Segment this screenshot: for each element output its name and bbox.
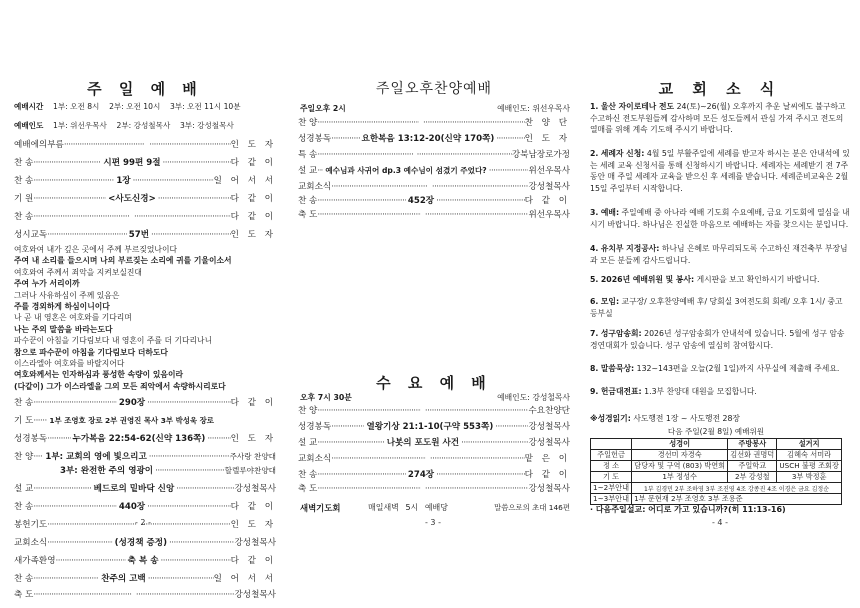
order-content: 누가복음 22:54-62(신약 136쪽) (72, 434, 206, 444)
order-row (14, 588, 276, 602)
order-label: 성시교독 (14, 230, 48, 240)
table-cell: USCH 불평 조회장 (777, 461, 842, 472)
order-row (298, 452, 570, 466)
order-label: 교회소식 (298, 454, 332, 464)
table-cell (591, 439, 632, 450)
order-row (298, 482, 570, 496)
order-content: 요한복음 13:12-20(신약 170쪽) (361, 134, 495, 144)
order-row (298, 208, 570, 222)
table-cell: 주일헌금 (591, 450, 632, 461)
page-number: - 2 - (135, 518, 151, 527)
table-cell: 3부 박정훈 (777, 472, 842, 483)
order-person: 일 어 서 서 (213, 574, 276, 584)
news-number: 9. (590, 387, 599, 396)
order-row (14, 482, 276, 496)
news-item (590, 243, 850, 266)
news-body: 교구장/ 오후찬양예배 후/ 당회실 3여전도회 회례/ 오후 1시/ 중고등부실 (590, 297, 843, 318)
order-row (14, 396, 276, 410)
order-row (14, 210, 276, 224)
order-label: 축 도 (14, 590, 34, 600)
order-person: 다 같 이 (230, 158, 276, 168)
dawn-prayer-note: 말씀으로의 초대 146편 (494, 503, 570, 512)
page-title: 주 일 예 배 (87, 80, 203, 98)
order-row (14, 500, 276, 514)
news-title: 유치부 지정공사: (600, 244, 660, 253)
leader-3: 3부: 강성철목사 (179, 121, 234, 130)
service-leaders (14, 120, 234, 132)
order-content: 열왕기상 21:1-10(구약 553쪽) (366, 422, 494, 432)
news-body: 주일예배 중 아나라 예배 기도회 수요예배, 금요 기도회에 열심을 내시기 바랍니다. 하나님은 진실한 마음으로 예배하는 자를 찾으시는 분입니다. (590, 208, 850, 229)
news-body: 2026년 성구암송회가 안내석에 있습니다. 5월에 성구 암송경연대회가 있습니다. 성구 암송에 열심히 참여합시다. (590, 329, 845, 350)
order-row (298, 420, 570, 434)
order-row (298, 164, 570, 178)
order-label: 찬 송 (14, 502, 34, 512)
order-row (14, 228, 276, 242)
order-person: 강성철목사 (234, 590, 276, 600)
reading-line: (다같이) 그가 이스라엘을 그의 모든 죄악에서 속량하시리로다 (14, 381, 226, 391)
order-content: 1부 조영호 장로 2부 권영진 목사 3부 박성욱 장로 (49, 416, 214, 425)
order-person: 위선우목사 (528, 166, 570, 176)
order-content: 1부: 교회의 영에 빛으리고 (45, 452, 147, 462)
page-title: 주일오후찬양예배 (375, 81, 493, 97)
news-number: 6. (590, 297, 599, 306)
reading-line: 나 곧 내 영혼은 여호와를 기다리며 (14, 313, 132, 323)
leader-label: 예배인도 (14, 121, 44, 130)
order-label: 찬 송 (298, 196, 318, 206)
table-cell: 2부 강성철 (728, 472, 777, 483)
order-content: 440장 (118, 502, 146, 512)
news-title: 모임: (600, 297, 620, 306)
news-item (590, 363, 850, 375)
news-title: 세례자 신청: (600, 149, 645, 158)
news-item (590, 296, 850, 319)
table-cell: 주일학교 (728, 461, 777, 472)
order-label: 찬 송 (14, 574, 34, 584)
order-label: 설 교 (298, 438, 318, 448)
order-row (14, 572, 276, 586)
order-label: 설 교 (298, 166, 318, 176)
news-title: 성구암송회: (600, 329, 642, 338)
table-cell: 김선화 권명덕 (728, 450, 777, 461)
order-person: 찬 양 단 (524, 118, 570, 128)
news-number: 8. (590, 364, 599, 373)
order-person: 강성철목사 (528, 438, 570, 448)
wednesday-title: 수 요 예 배 (376, 374, 492, 392)
order-label: 예배에의부름 (14, 140, 64, 150)
order-content: 290장 (118, 398, 146, 408)
news-title: 예배: (600, 208, 620, 217)
order-person: 다 같 이 (524, 470, 570, 480)
news-body: 24(토)~26(월) 오후까지 추운 날씨에도 불구하고 수고하신 전도부원들께 감사하며 모든 성도들께서 관심 가져 주시고 전도의 열매를 위해 계속 기도해 주시기 바랍니다. (590, 102, 846, 134)
page-number: - 3 - (425, 518, 441, 527)
order-content: 축 복 송 (127, 556, 159, 566)
dawn-prayer-label: 새벽기도회 (300, 503, 341, 513)
news-item (590, 386, 850, 398)
news-body: 게시판을 보고 확인하시기 바랍니다. (696, 275, 820, 284)
order-label: 기 도 (14, 416, 34, 426)
order-row (14, 156, 276, 170)
order-label: 기 원 (14, 194, 34, 204)
wednesday-leader: 예배인도: 강성철목사 (497, 393, 570, 402)
order-row (298, 148, 570, 162)
news-title: 말씀묵상: (600, 364, 635, 373)
reading-line: 주를 경외하게 하심이니이다 (14, 302, 110, 312)
reading-line: 주여 누가 서리이까 (14, 279, 80, 289)
order-label: 찬 송 (298, 470, 318, 480)
order-person: 강성철목사 (528, 422, 570, 432)
reading-line: 여호와여 주께서 죄악을 지켜보실진대 (14, 267, 142, 277)
order-person: 수요찬양단 (528, 406, 570, 416)
reading-line: 나는 주의 말씀을 바라는도다 (14, 324, 113, 334)
news-body: 4월 5일 부활주일에 세례를 받고자 하시는 분은 안내석에 있는 세례 교육 신청서를 통해 신청하시기 바랍니다. 세례자는 세례받기 전 7주 동안 매 주일 세례자 교육을 받으신 후 세례를 받습니다. 세례준비교육은 2월 15일 주일부터 시작합니다. (590, 149, 850, 193)
order-content: 베드로의 밑바닥 신앙 (93, 484, 175, 494)
service-times (14, 101, 241, 113)
table-cell: 기 도 (591, 472, 632, 483)
order-row (298, 194, 570, 208)
order-person: 강성철목사 (528, 182, 570, 192)
table-header: 설거지 (777, 439, 842, 450)
order-label: 성경봉독 (298, 134, 332, 144)
order-person: 강성철목사 (528, 484, 570, 494)
service-leader: 예배인도: 위선우목사 (497, 104, 570, 113)
reading-line: 참으로 파수꾼이 아침을 기다림보다 더하도다 (14, 347, 168, 357)
table-cell: 담당자 및 구역 (803) 박연희 (632, 461, 728, 472)
order-row (14, 554, 276, 568)
table-row (591, 461, 842, 472)
order-label: 찬 양 (298, 118, 318, 128)
table-row (591, 494, 842, 505)
order-row (298, 180, 570, 194)
reading-line: 여호와께서는 인자하심과 풍성한 속량이 있음이라 (14, 370, 184, 380)
order-person: 강성철목사 (234, 538, 276, 548)
responsive-reading (14, 244, 232, 392)
order-label: 설 교 (14, 484, 34, 494)
order-person: 인 도 자 (230, 434, 276, 444)
order-label (14, 464, 58, 478)
news-item (590, 274, 850, 286)
order-content: (성경책 증정) (114, 538, 168, 548)
reading-line: 주여 내 소리를 들으시며 나의 부르짖는 소리에 귀를 기울이소서 (14, 256, 232, 266)
order-label: 찬 송 (14, 398, 34, 408)
order-row (298, 132, 570, 146)
order-label: 축 도 (298, 484, 318, 494)
table-header: 주방봉사 (728, 439, 777, 450)
reading-line: 파수꾼이 아침을 기다림보다 내 영혼이 주를 더 기다리나니 (14, 336, 213, 346)
table-header-row (591, 439, 842, 450)
order-row (14, 464, 276, 478)
order-content: 57번 (128, 230, 150, 240)
leader-2: 2부: 강성철목사 (116, 121, 171, 130)
page-number: - 4 - (712, 518, 728, 527)
news-title: 2026년 예배위원 및 봉사: (600, 275, 695, 284)
table-caption: 다음 주일(2월 8일) 예배위원 (667, 427, 765, 436)
order-person: 주사랑 찬양대 (229, 452, 276, 461)
news-body: 1.3부 찬양대 대원을 모집합니다. (644, 387, 757, 396)
order-content: 시편 99편 9절 (103, 158, 161, 168)
order-person: 위선우목사 (528, 210, 570, 220)
table-cell: 1~3부안내 (591, 494, 632, 505)
order-label: 찬 송 (14, 176, 34, 186)
order-person: 다 같 이 (524, 196, 570, 206)
news-item (590, 328, 850, 351)
page-title: 교 회 소 식 (658, 80, 782, 98)
order-row (14, 414, 276, 428)
order-row (14, 192, 276, 206)
order-label: 교회소식 (14, 538, 48, 548)
table-cell: 1부 문현재 2부 조영호 3부 조용준 (632, 494, 842, 505)
order-person: 일 어 서 서 (213, 176, 276, 186)
order-person: 인 도 자 (230, 520, 276, 530)
order-content: 1장 (116, 176, 131, 186)
news-item (590, 148, 850, 194)
order-person: 인 도 자 (230, 230, 276, 240)
bible-reading-label: ※성경읽기: (590, 414, 631, 423)
order-row (14, 450, 276, 464)
reading-line: 그러나 사유하심이 주께 있음은 (14, 290, 120, 300)
news-item (590, 207, 850, 230)
table-cell: 1~2부안내 (591, 483, 632, 494)
order-label: 봉헌기도 (14, 520, 48, 530)
order-person: 강북남장로가정 (511, 150, 570, 160)
order-row (14, 138, 276, 152)
order-label: 찬 송 (14, 158, 34, 168)
page-2-column (14, 0, 276, 608)
table-row (591, 472, 842, 483)
order-label: 찬 송 (14, 212, 34, 222)
order-row (14, 174, 276, 188)
news-number: 5. (590, 275, 599, 284)
table-cell: 경선미 자경숙 (632, 450, 728, 461)
order-content: 예수님과 사귀어 dp.3 예수님이 섬겼기 주었다? (325, 166, 487, 175)
order-content: 3부: 완전한 주의 영광이 (60, 466, 154, 476)
order-label: 특 송 (298, 150, 318, 160)
news-number: 4. (590, 244, 599, 253)
order-label: 축 도 (298, 210, 318, 220)
order-person: 다 같 이 (230, 556, 276, 566)
reading-line: 여호와여 내가 깊은 곳에서 주께 부르짖었나이다 (14, 245, 178, 254)
leader-1: 1부: 위선우목사 (53, 121, 107, 130)
order-content: 찬주의 고백 (101, 574, 146, 584)
bible-reading (590, 413, 740, 425)
order-person: 인 도 자 (524, 134, 570, 144)
order-person: 다 같 이 (230, 398, 276, 408)
order-label: 성경봉독 (298, 422, 332, 432)
service-time: 주일오후 2시 (300, 104, 346, 113)
order-label: 교회소식 (298, 182, 332, 192)
order-person: 맡 은 이 (524, 454, 570, 464)
table-row (591, 483, 842, 494)
order-content: 452장 (407, 196, 435, 206)
time-3: 3부: 오전 11시 10분 (169, 102, 241, 111)
bible-reading-range: 사도행전 1장 ~ 사도행전 28장 (633, 414, 740, 423)
order-label: 성경봉독 (14, 434, 48, 444)
table-cell: 1부 김경민 2부 조하영 3부 조진영 4조 강종진 4조 이경은 금요 김정순 (632, 483, 842, 494)
order-person: 할렐루야찬양대 (224, 466, 276, 475)
order-row (14, 536, 276, 550)
table-row (591, 450, 842, 461)
order-person: 강성철목사 (234, 484, 276, 494)
news-title: 헌금대전표: (600, 387, 642, 396)
order-label: 찬 양 (298, 406, 318, 416)
order-row (14, 432, 276, 446)
order-person: 인 도 자 (230, 140, 276, 150)
order-label: 새가족환영 (14, 556, 56, 566)
table-header: 성경이 (632, 439, 728, 450)
next-sermon: · 다음주일설교: 어디로 가고 있습니까?(히 11:13-16) (590, 505, 786, 514)
page-3-column (298, 0, 570, 608)
news-number: 3. (590, 208, 599, 217)
order-content: 274장 (407, 470, 435, 480)
reading-line: 이스라엘아 여호와를 바랄지어다 (14, 359, 125, 369)
order-row (298, 436, 570, 450)
news-item (590, 101, 850, 136)
time-2: 2부: 오전 10시 (109, 102, 161, 111)
table-cell: 김혜숙 서미라 (777, 450, 842, 461)
order-content: <사도신경> (108, 194, 156, 204)
news-number: 1. (590, 102, 599, 111)
order-row (298, 404, 570, 418)
news-body: 하나님 은혜로 마무리되도록 수고하신 재건축부 부장님과 모든 분들께 감사드립니다. (590, 244, 848, 265)
news-number: 7. (590, 329, 599, 338)
table-cell: 정 소 (591, 461, 632, 472)
page-4-column (590, 0, 850, 608)
order-label: 찬 양 (14, 452, 34, 462)
order-person: 다 같 이 (230, 194, 276, 204)
dawn-prayer-text: 매일새벽 5시 예배당 (368, 503, 448, 512)
order-person: 다 같 이 (230, 212, 276, 222)
wednesday-time: 오후 7시 30분 (300, 393, 352, 402)
news-title: 울산 자이로테나 전도 (600, 102, 675, 111)
news-body: 132~143편을 오늘(2월 1일)까지 사무실에 제출해 주세요. (636, 364, 840, 373)
order-content: 나봇의 포도원 사건 (386, 438, 460, 448)
order-row (298, 468, 570, 482)
order-person: 다 같 이 (230, 502, 276, 512)
worship-staff-table (590, 438, 842, 505)
news-number: 2. (590, 149, 599, 158)
table-cell: 1부 정성수 (632, 472, 728, 483)
time-1: 1부: 오전 8시 (53, 102, 100, 111)
order-row (298, 116, 570, 130)
time-label: 예배시간 (14, 102, 44, 111)
